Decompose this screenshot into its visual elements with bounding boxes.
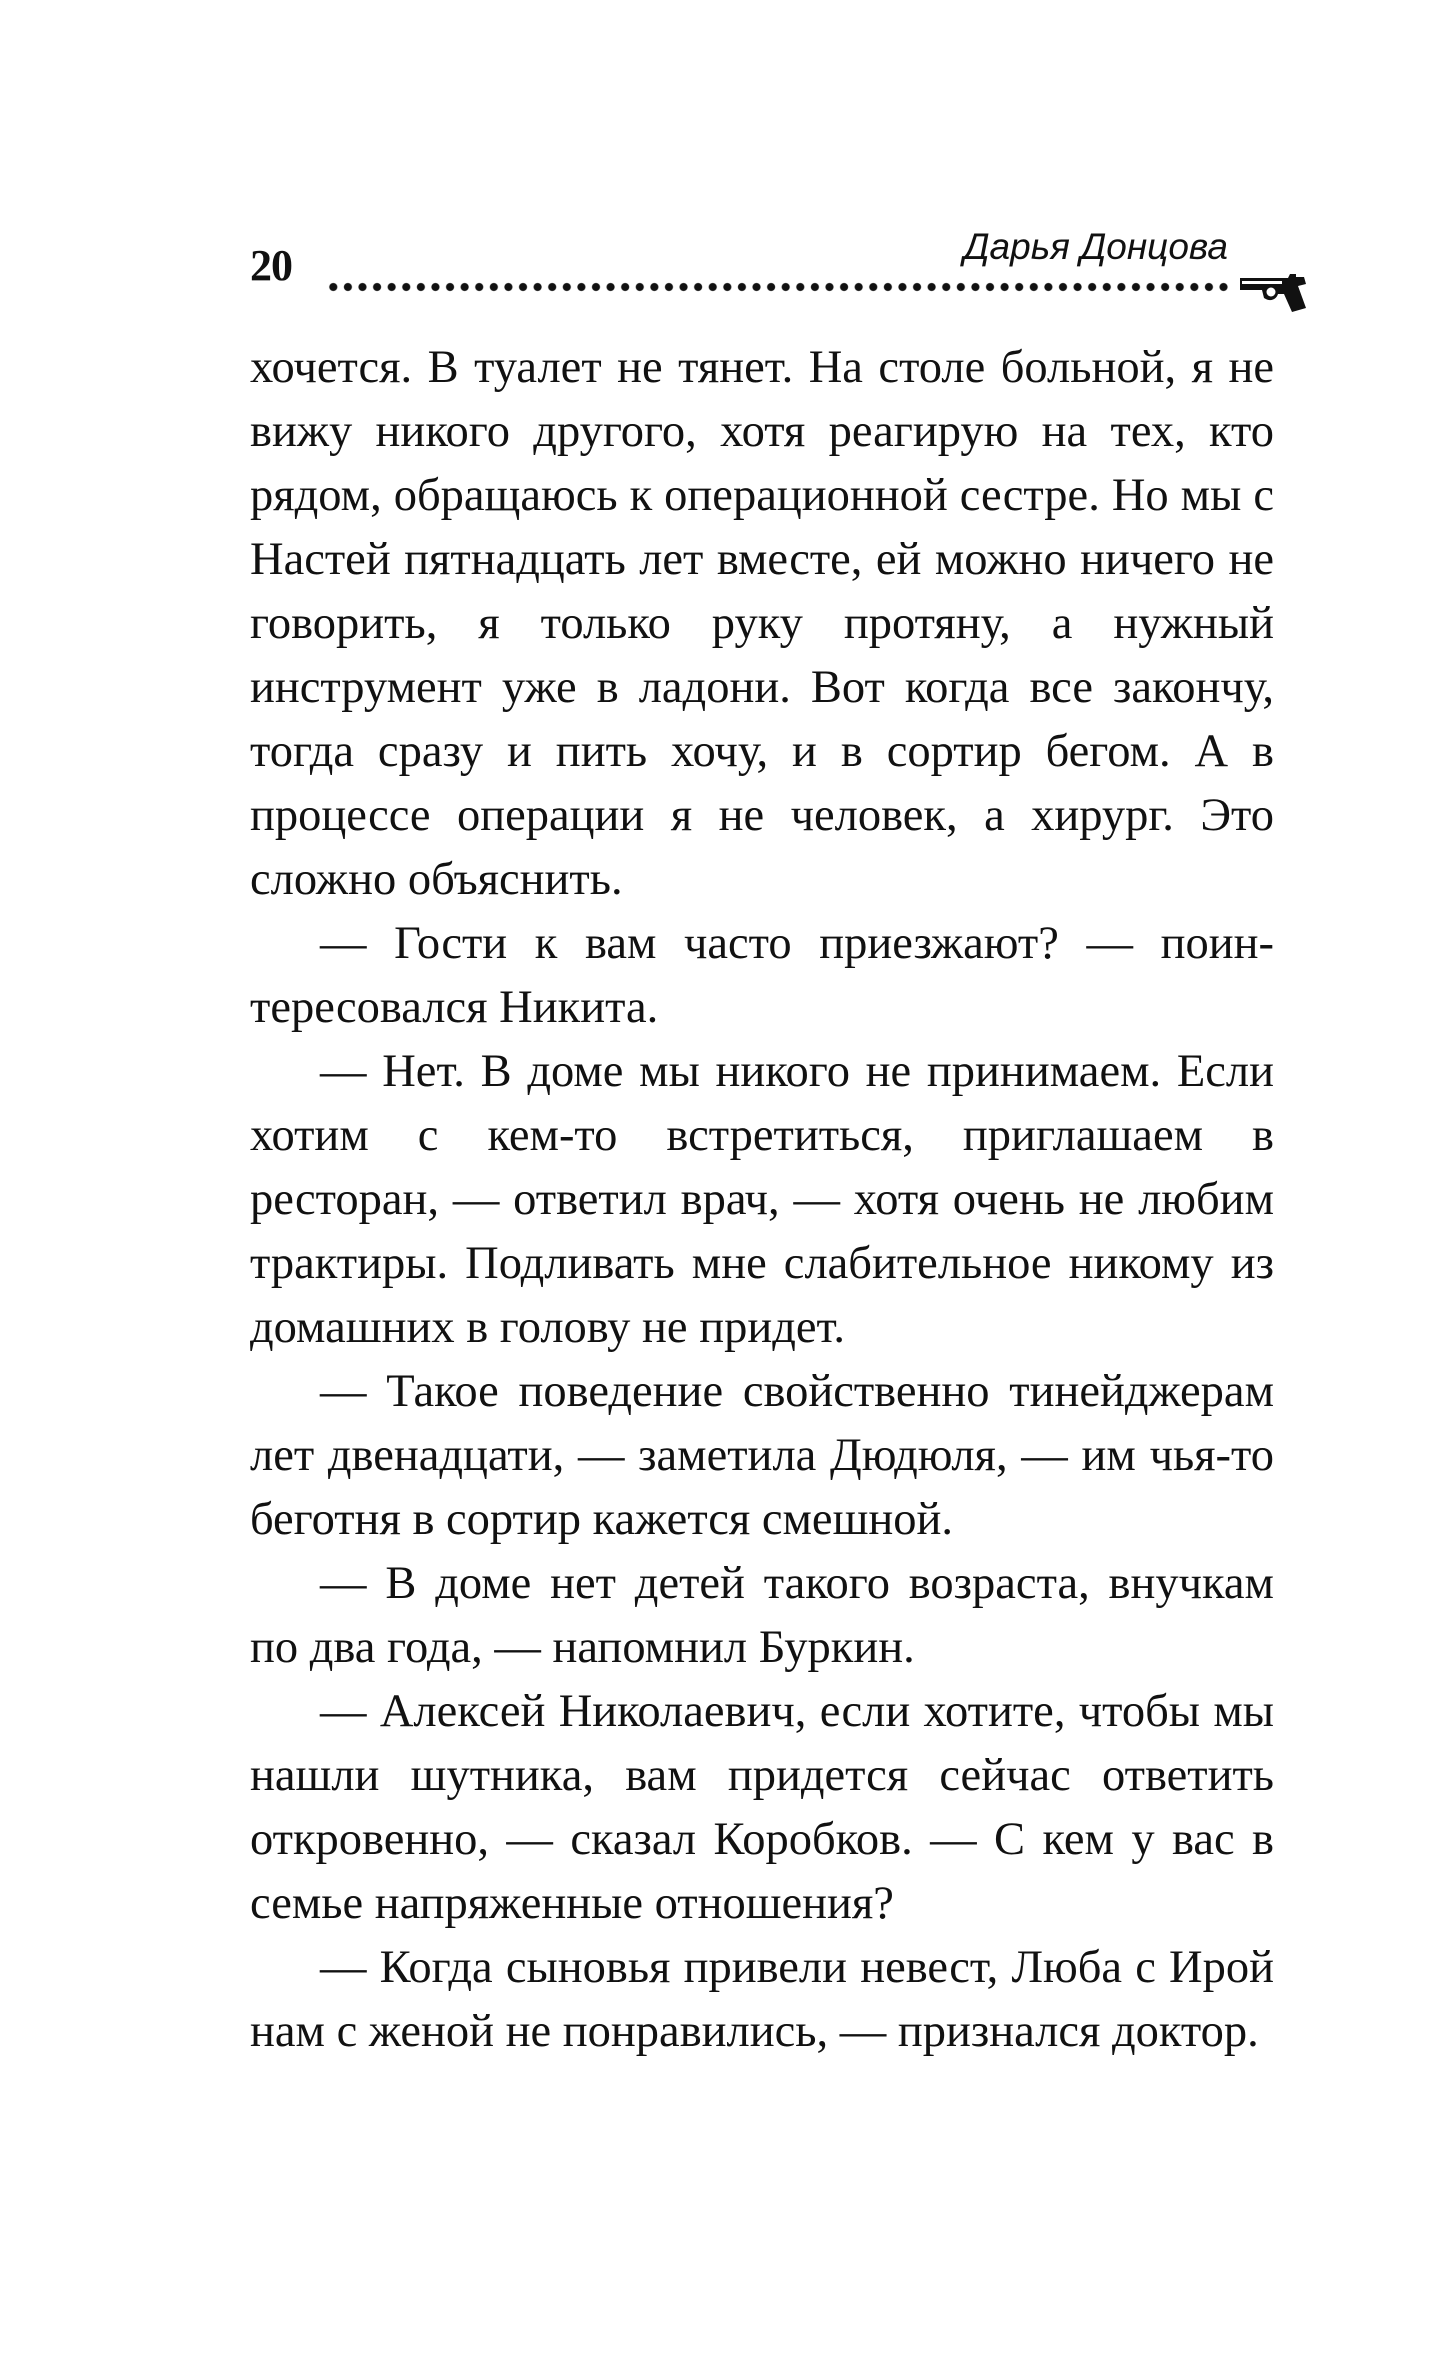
running-header — [250, 228, 1300, 328]
paragraph: — Такое поведение свойственно тинейджерам лет двенадцати, — заметила Дюдюля, — им чья-то беготня в сортир кажется смешной. — [250, 1366, 1274, 1545]
paragraph: — Нет. В доме мы никого не принимаем. Если хотим с кем-то встретиться, приглашаем в ресторан, — ответил врач, — хотя очень не любим трактиры. Подливать мне слабительное никому из домашних в голову не придет. — [250, 1046, 1274, 1353]
author-name: Дарья Донцова — [963, 226, 1228, 267]
body-text — [250, 336, 1274, 2064]
revolver-icon — [1240, 264, 1310, 314]
paragraph: — В доме нет детей такого возраста, внучкам по два года, — напомнил Буркин. — [250, 1558, 1274, 1673]
page-number: 20 — [250, 241, 292, 290]
dotted-leader — [326, 280, 1231, 294]
paragraph: — Когда сыновья привели невест, Люба с Ирой нам с женой не понравились, — признался доктор. — [250, 1942, 1274, 2057]
paragraph: — Алексей Николаевич, если хотите, чтобы мы нашли шутника, вам придется сейчас ответить откровенно, — сказал Коробков. — С кем у вас в семье напряженные отношения? — [250, 1686, 1274, 1929]
paragraph: — Гости к вам часто приезжают? — поинтересовался Никита. — [250, 918, 1274, 1033]
paragraph: хочется. В туалет не тянет. На столе больной, я не вижу никого другого, хотя реагирую на тех, кто рядом, обращаюсь к операционной сестре. Но мы с Настей пятнадцать лет вместе, ей можно ничего не говорить, я только руку протяну, а нужный инструмент уже в ладони. Вот когда все закончу, тогда сразу и пить хочу, и в сортир бегом. А в процессе операции я не человек, а хирург. Это сложно объяснить. — [250, 342, 1274, 905]
